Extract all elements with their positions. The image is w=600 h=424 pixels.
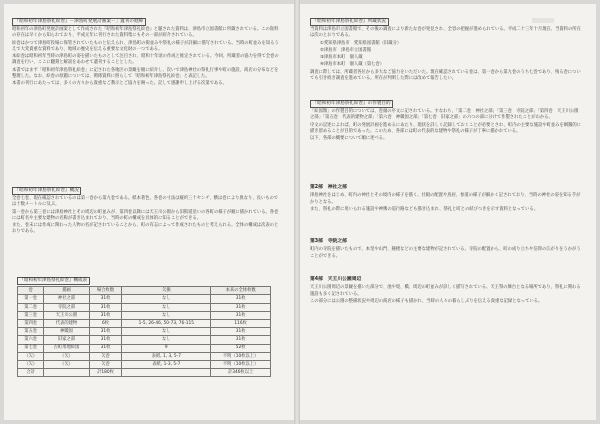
paragraph: 昭和初年の津島町発展計画案として作成された『昭和初年津島祭礼絵巻』と題された資料は、津島市立図書館に所蔵されている。この資料の存在は早くから知られており、平成元年に刊行された資料集にもその一部が紹介されている。 <box>12 26 279 39</box>
table-cell: （欠） <box>18 352 44 360</box>
table-header: 本来の全体枚数 <box>211 287 271 295</box>
table-header: 欠損 <box>122 287 211 295</box>
table-cell: 欠巻 <box>89 352 122 360</box>
table-cell: 31枚 <box>211 303 271 311</box>
table-cell: 不明（10枚以上） <box>211 352 271 360</box>
table-cell <box>44 369 89 377</box>
subsection-heading: 第4部 天王川公園周辺 <box>310 277 362 282</box>
table-row <box>18 336 271 344</box>
table-cell: なし <box>122 295 211 303</box>
composition-table-block <box>17 266 271 377</box>
paragraph: 「絵図類」の作製目的については、巻頭の序文に記されている。すなわち、「第二巻 神社之部」「第三巻 寺院之部」「第四巻 天王川公園之部」「第五巻 代表的建物之部」「第六巻 神職図之部」「第七巻 旧家之部」の六つの部に分けて作製されたことがわかる。 <box>310 108 579 121</box>
right-subsection-temples <box>310 236 582 261</box>
table-cell: 6枚 <box>89 320 122 328</box>
right-section-2 <box>310 100 582 143</box>
right-section-2-heading: 『昭和初年津島祭礼絵巻』の作製目的 <box>310 100 393 108</box>
table-cell: 古町用地絵図 <box>44 344 89 352</box>
table-cell: （欠） <box>44 352 89 360</box>
table-cell <box>122 369 211 377</box>
list-item: ④津島市本町 個人蔵（第七巻） <box>320 62 385 68</box>
list-item: ①愛知県津島市 愛知県図書館（旧蔵分） <box>320 40 402 46</box>
list-item: ②津島市 津島市立図書館 <box>320 47 372 53</box>
table-cell: 第六巻 <box>18 336 44 344</box>
table-row <box>18 320 271 328</box>
paragraph: 絵巻はかつて津島町役場に保管されていたものと伝えられ、津島町の街並みや祭礼の様子が詳細に描写されている。当時の町並みを知るうえで大変貴重な資料であり、地域の歴史を伝える重要な文化財の一つである。 <box>12 40 279 52</box>
table-cell: 31枚 <box>211 328 271 336</box>
table-cell: 第一巻 <box>18 295 44 303</box>
paragraph: 天王川公園周辺の景観を描いた部分で、池や堤、橋、周辺の町並みが詳しく描写されている。天王祭の舞台となる場所であり、祭礼に関わる施設も多く記されている。 <box>310 285 581 297</box>
table-cell: なし <box>122 328 211 336</box>
paragraph: 全巻七巻、現在確認されているのは第一巻から第九巻である。紙本著色、各巻の寸法は縦約三十センチ、横は巻により異なり、長いものでは十数メートルに及ぶ。 <box>12 195 279 208</box>
table-cell: 代表的建物 <box>44 320 89 328</box>
table-cell: 31枚 <box>211 336 271 344</box>
table-cell: 表紙, 1, 3, 5-7 <box>122 352 211 360</box>
list-item: ③津島市本町 個人蔵 <box>320 55 363 61</box>
table-cell: 表紙, 1-3, 5-7 <box>122 360 211 368</box>
table-cell: 31枚 <box>89 336 122 344</box>
composition-table <box>17 286 271 377</box>
table-cell: 第七巻 <box>18 344 44 352</box>
right-subsection-shrines <box>310 182 582 214</box>
table-title: 『昭和初年津島祭礼絵巻』構成表 <box>17 277 90 285</box>
table-row <box>18 344 271 352</box>
table-cell: 1-5, 26-46, 50-73, 76-115 <box>122 320 211 328</box>
left-section-1-heading: 『昭和初年津島祭礼絵巻』－津島町発展計画案－」遺刊の経緯 <box>12 18 146 26</box>
table-cell: なし <box>122 336 211 344</box>
table-cell: 不明（10枚以上） <box>211 360 271 368</box>
table-cell: 31枚 <box>211 311 271 319</box>
table-cell: 31枚 <box>89 303 122 311</box>
paragraph: 第一巻から第三巻には津島神社とその周辺の町並みが、第四巻以降には天王川公園から旧街道沿いの各町の様子が順に描かれている。各巻には町名や主要な建物の名称が書き込まれており、当時の町の構成を具体的に知ることができる。 <box>12 209 279 221</box>
left-section-2 <box>12 187 282 237</box>
table-cell: 天王川公園 <box>44 311 89 319</box>
subsection-heading: 第2部 神社之部 <box>310 185 347 190</box>
table-cell: （欠） <box>44 360 89 368</box>
paragraph: 序文の記述によれば、町の発展計画を進めるにあたり、現状を詳しく記録しておくことが必要とされ、町内の主要な施設や町並みを網羅的に描き留めることが目的であった。このため、各部には町の代表的な建物や祭礼の様子が丁寧に描かれている。 <box>310 122 581 134</box>
paragraph: この部分には公園の整備状況や周辺の商店の様子も描かれ、当時の人々の暮らしぶりを伝える貴重な記録となっている。 <box>310 298 543 304</box>
paragraph: また、巻末には作成に関わった人物の名が記されていることから、町の有志によって作成されたものと考えられる。全体の構成は次表のとおりである。 <box>12 223 279 235</box>
paragraph: また、祭礼の際に用いられる施設や神輿の巡行路なども描き込まれ、祭礼と町との結びつきを示す資料となっている。 <box>310 206 538 212</box>
table-cell: 第四巻 <box>18 320 44 328</box>
table-row <box>18 311 271 319</box>
table-cell: 第二巻 <box>18 303 44 311</box>
table-cell: 31枚 <box>89 344 122 352</box>
table-header: 描画 <box>44 287 89 295</box>
table-cell: 31枚 <box>89 328 122 336</box>
table-cell: 合計 <box>18 369 44 377</box>
table-cell: 計180枚 <box>89 369 122 377</box>
table-row <box>18 360 271 368</box>
paragraph: 本書ではまず「昭和初年津島祭礼絵巻」に記された各地区の景観を順に紹介し、次いで津島神社の祭礼行事や町の施設、商店の分布などを整理した。なお、絵巻の原題については、関係資料に照らして「昭和初年津島祭礼絵巻」と表記した。 <box>12 67 279 80</box>
left-section-2-heading: 『昭和初年津島祭礼絵巻』概況 <box>12 187 81 195</box>
paragraph: 本絵巻は昭和初年当時の津島町の姿を描いたものとして注目され、昭和十年頃の作成と推定されている。今回、所蔵者の協力を得て全巻の調査を行い、ここに翻刻と解説をあわせて遺刊することとした。 <box>12 54 279 66</box>
paragraph: 以下、各部の概要について順に述べる。 <box>310 136 388 142</box>
left-section-1 <box>12 18 282 89</box>
paragraph: 津島神社をはじめ、町内の神社とその境内の様子を描く。社殿の配置や鳥居、参道の様子が細かく記されており、当時の神社の姿を知る手がかりとなる。 <box>310 193 581 205</box>
table-row <box>18 303 271 311</box>
table-total-row <box>18 369 271 377</box>
table-header: 場合枚数 <box>89 287 122 295</box>
table-cell: （欠） <box>18 360 44 368</box>
table-cell: 計346枚以上 <box>211 369 271 377</box>
table-cell: 31枚 <box>211 295 271 303</box>
table-cell: 52枚 <box>211 344 271 352</box>
paragraph: 本書の刊行にあたっては、多くの方々から貴重なご教示とご協力を賜った。記して感謝申し上げる次第である。 <box>12 81 227 87</box>
table-cell: 寺院之部 <box>44 303 89 311</box>
paragraph: 調査に際しては、所蔵者各位から多大なご協力をいただいた。現在確認されている巻は、第一巻から第九巻のうち七巻であり、残る巻についても引き続き調査を進めている。所在が判明した際には改めて報告したい。 <box>310 69 581 82</box>
paragraph: 町内の寺院を描いたもので、本堂や山門、鐘楼などの主要な建物が記されている。寺院の配置から、町の成り立ちや信仰の広がりをうかがうことができる。 <box>310 247 581 259</box>
table-cell: なし <box>122 303 211 311</box>
table-header-row <box>18 287 271 295</box>
right-subsection-tennogawa <box>310 274 582 306</box>
table-cell: 116枚 <box>211 320 271 328</box>
table-cell: 欠巻 <box>89 360 122 368</box>
subsection-heading: 第3部 寺院之部 <box>310 239 347 244</box>
table-cell: 第五巻 <box>18 328 44 336</box>
table-cell: なし <box>122 311 211 319</box>
table-row <box>18 352 271 360</box>
table-cell: 第三巻 <box>18 311 44 319</box>
table-cell: 神社之部 <box>44 295 89 303</box>
table-row <box>18 295 271 303</box>
right-section-1 <box>310 18 582 83</box>
paragraph: 当資料は津島市立図書館で、その後の調査により新たな巻が発見され、全容の把握が進められている。平成二十三年十月現在、当資料の所在は次のとおりである。 <box>310 26 581 39</box>
table-cell: 9 <box>122 344 211 352</box>
table-cell: 31枚 <box>89 311 122 319</box>
left-page <box>4 4 294 420</box>
right-page <box>300 4 596 420</box>
table-row <box>18 328 271 336</box>
right-section-1-heading: 『昭和初年津島祭礼絵巻』所蔵状況 <box>310 18 389 26</box>
table-header: 巻 <box>18 287 44 295</box>
table-cell: 旧家之部 <box>44 336 89 344</box>
table-cell: 31枚 <box>89 295 122 303</box>
table-cell: 神職図 <box>44 328 89 336</box>
